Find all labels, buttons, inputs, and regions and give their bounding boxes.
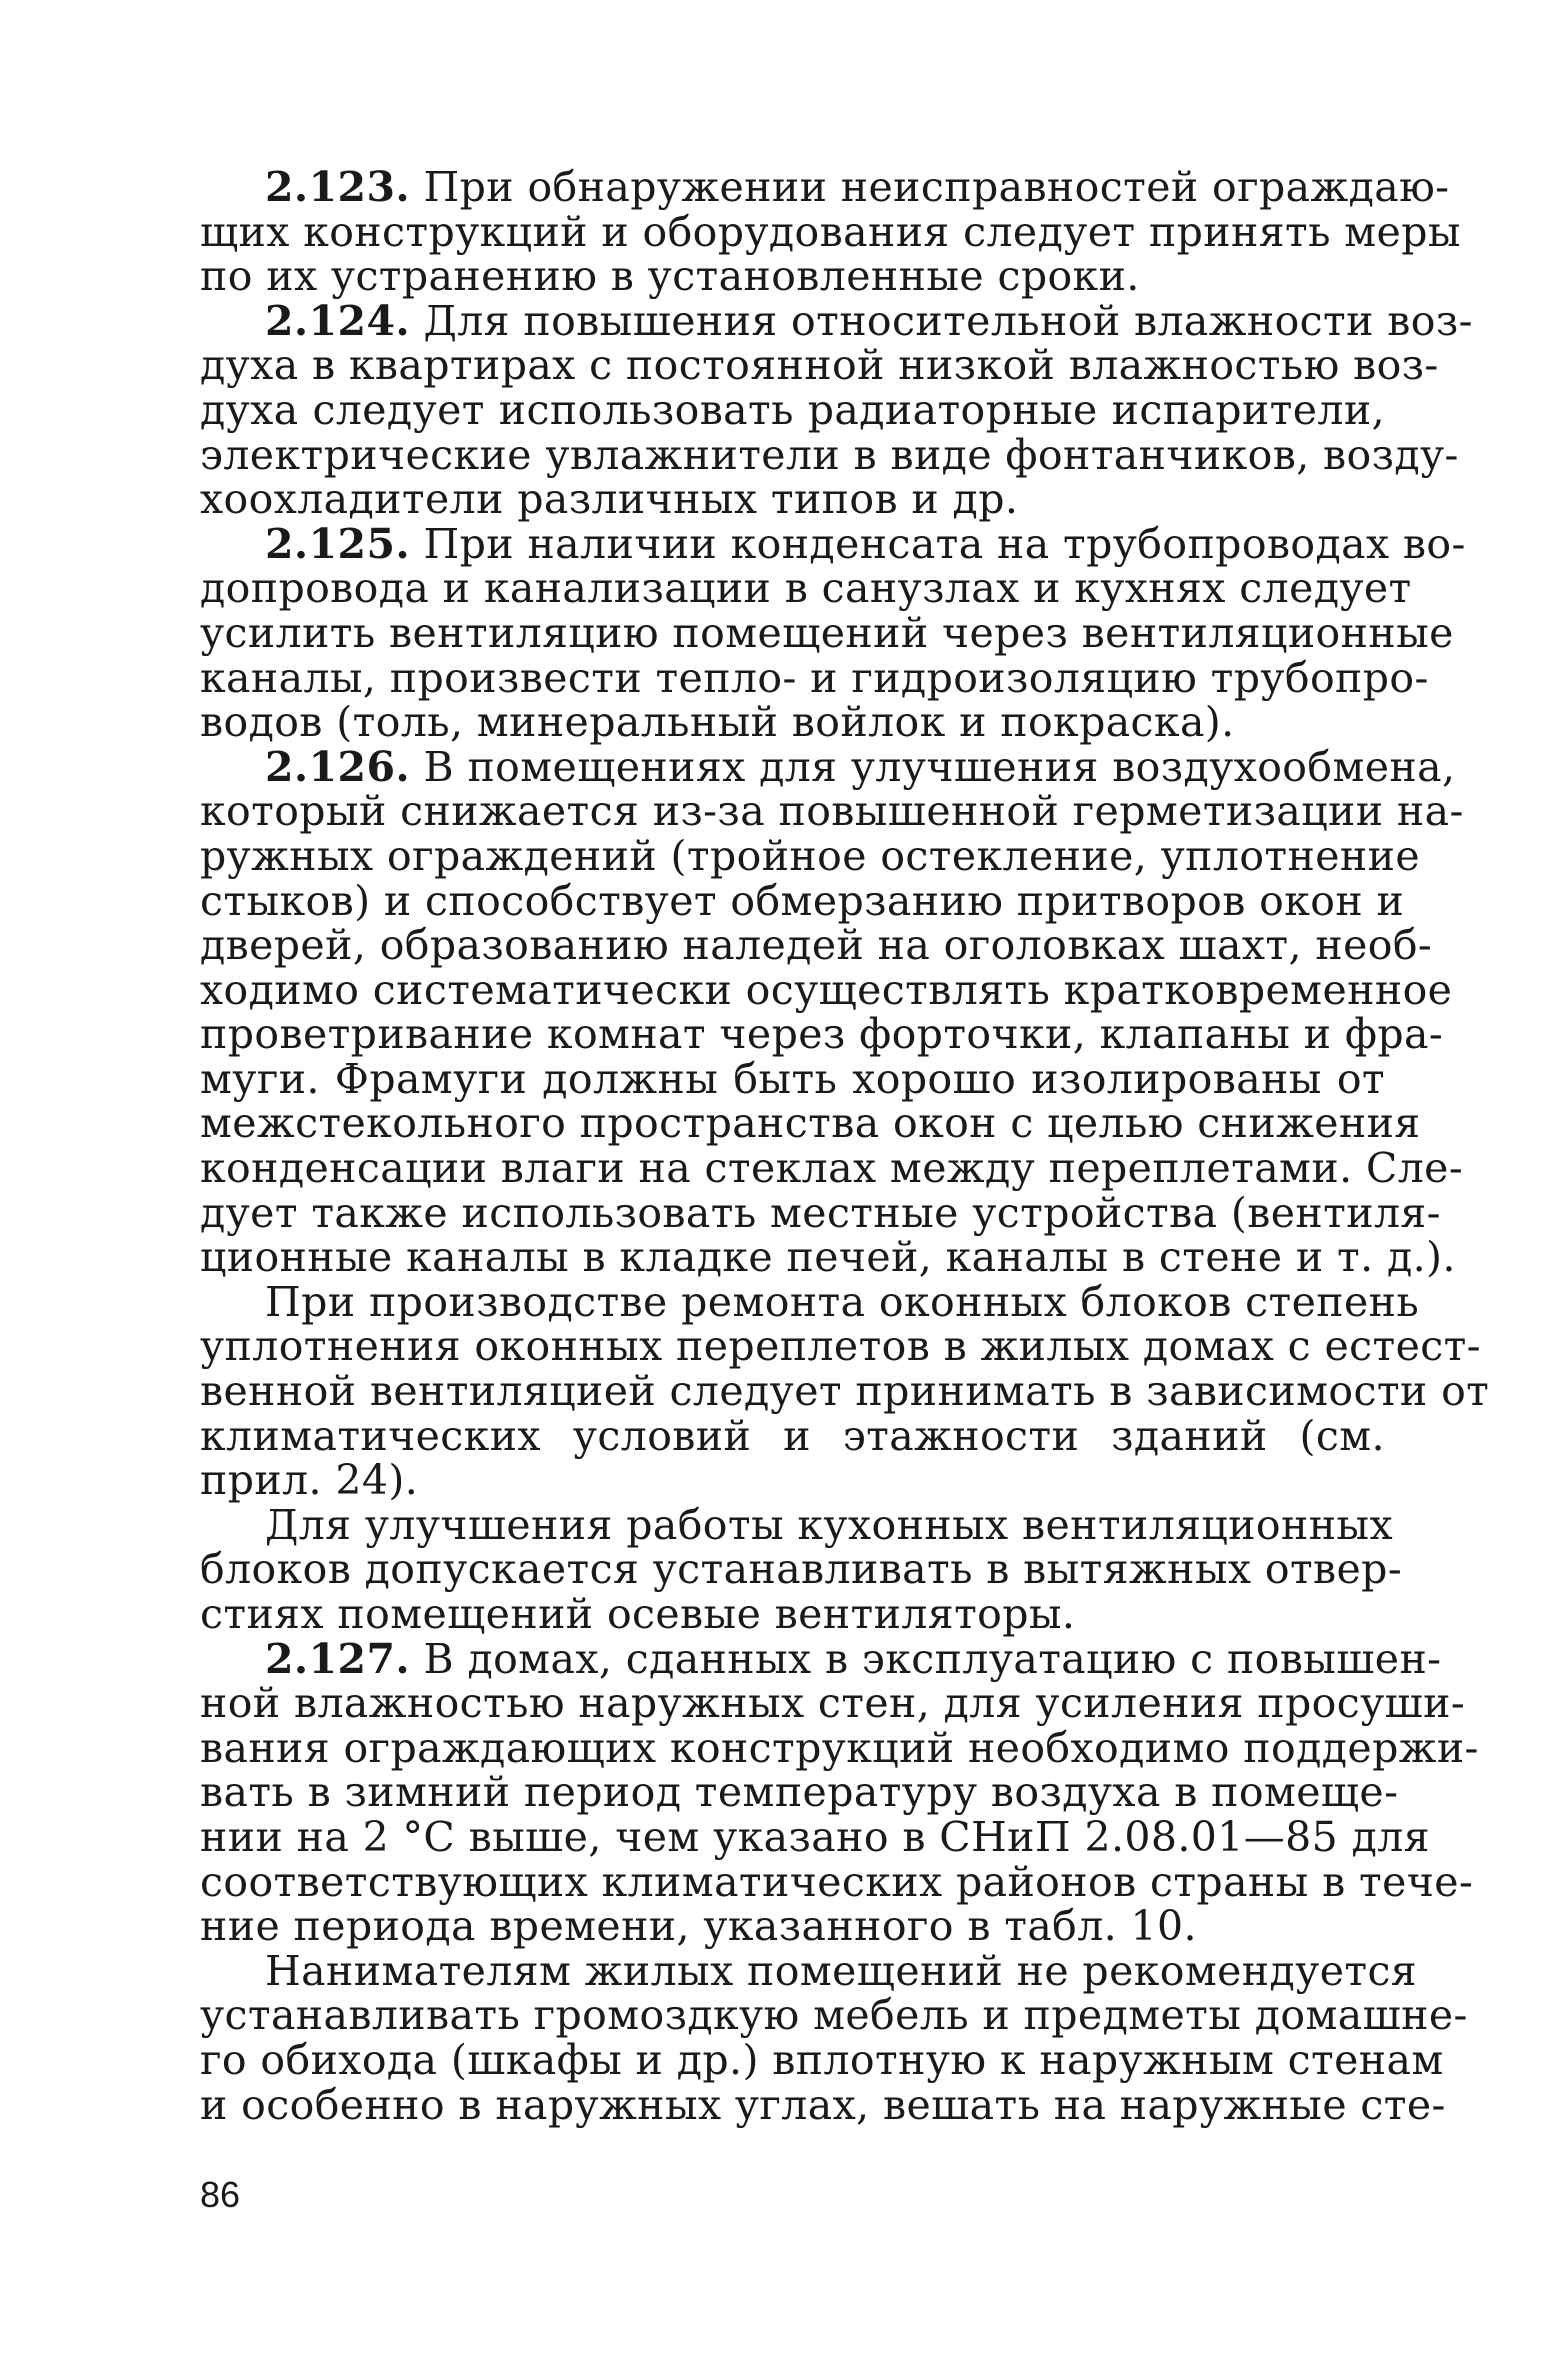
paragraph-line: го обихода (шкафы и др.) вплотную к наружным стенам bbox=[200, 2035, 1444, 2084]
line-text: В помещениях для улучшения воздухообмена, bbox=[410, 742, 1456, 791]
paragraph-line: щих конструкций и оборудования следует принять меры bbox=[200, 207, 1461, 256]
line-text: При наличии конденсата на трубопроводах во- bbox=[410, 519, 1466, 568]
paragraph-line: ние периода времени, указанного в табл. 10. bbox=[200, 1902, 1197, 1951]
paragraph-line: Для улучшения работы кухонных вентиляционных bbox=[265, 1500, 1393, 1549]
paragraph-line: который снижается из-за повышенной герметизации на- bbox=[200, 787, 1464, 836]
line-text: Для повышения относительной влажности воз- bbox=[410, 296, 1473, 345]
clause-number: 2.126. bbox=[265, 742, 411, 791]
paragraph-line: духа следует использовать радиаторные испарители, bbox=[200, 385, 1385, 434]
paragraph-line: хоохладители различных типов и др. bbox=[200, 475, 1019, 524]
paragraph-line: вания ограждающих конструкций необходимо поддержи- bbox=[200, 1723, 1479, 1772]
paragraph-line: проветривание комнат через форточки, клапаны и фра- bbox=[200, 1010, 1444, 1059]
paragraph-line: каналы, произвести тепло- и гидроизоляцию трубопро- bbox=[200, 653, 1429, 702]
paragraph-line: водов (толь, минеральный войлок и покраска). bbox=[200, 698, 1235, 747]
paragraph-line: электрические увлажнители в виде фонтанчиков, возду- bbox=[200, 430, 1459, 479]
line-text: При обнаружении неисправностей ограждаю- bbox=[410, 163, 1450, 211]
paragraph-line: климатических условий и этажности зданий (см. bbox=[200, 1411, 1385, 1460]
clause-number: 2.124. bbox=[265, 296, 411, 345]
paragraph-line bbox=[200, 742, 1456, 791]
paragraph-line: При производстве ремонта оконных блоков степень bbox=[265, 1277, 1420, 1326]
paragraph-line bbox=[200, 519, 1466, 568]
clause-number: 2.125. bbox=[265, 519, 411, 568]
page-body bbox=[200, 163, 1490, 2129]
paragraph-line: дует также использовать местные устройства (вентиля- bbox=[200, 1188, 1441, 1237]
paragraph-line: прил. 24). bbox=[200, 1456, 419, 1505]
paragraph-line: духа в квартирах с постоянной низкой влажностью воз- bbox=[200, 341, 1439, 390]
paragraph-line: уплотнения оконных переплетов в жилых домах с естест- bbox=[200, 1322, 1481, 1371]
paragraph-line bbox=[200, 296, 1473, 345]
paragraph-line: ружных ограждений (тройное остекление, уплотнение bbox=[200, 831, 1421, 880]
paragraph-line: допровода и канализации в санузлах и кухнях следует bbox=[200, 564, 1412, 613]
clause-number: 2.127. bbox=[265, 1634, 411, 1683]
paragraph-line: стыков) и способствует обмерзанию притворов окон и bbox=[200, 876, 1405, 925]
paragraph-line: межстекольного пространства окон с целью снижения bbox=[200, 1099, 1421, 1148]
paragraph-line: дверей, образованию наледей на оголовках шахт, необ- bbox=[200, 921, 1433, 970]
paragraph-line: ходимо систематически осуществлять кратковременное bbox=[200, 965, 1453, 1014]
paragraph-line: Нанимателям жилых помещений не рекомендуется bbox=[265, 1946, 1418, 1995]
paragraph-line: по их устранению в установленные сроки. bbox=[200, 252, 1140, 301]
page-number: 86 bbox=[200, 2174, 241, 2215]
paragraph-line: ной влажностью наружных стен, для усиления просуши- bbox=[200, 1679, 1466, 1728]
paragraph-line bbox=[200, 1634, 1442, 1683]
paragraph-line: конденсации влаги на стеклах между переплетами. Сле- bbox=[200, 1144, 1464, 1193]
paragraph-line: нии на 2 °С выше, чем указано в СНиП 2.08.01—85 для bbox=[200, 1812, 1430, 1861]
paragraph-line: соответствующих климатических районов страны в тече- bbox=[200, 1857, 1474, 1906]
paragraph-line: блоков допускается устанавливать в вытяжных отвер- bbox=[200, 1545, 1403, 1594]
paragraph-line: усилить вентиляцию помещений через вентиляционные bbox=[200, 608, 1454, 657]
paragraph-line: венной вентиляцией следует принимать в зависимости от bbox=[200, 1367, 1490, 1416]
paragraph-line bbox=[200, 163, 1450, 211]
line-text: В домах, сданных в эксплуатацию с повышен- bbox=[410, 1634, 1442, 1683]
paragraph-line: устанавливать громоздкую мебель и предметы домашне- bbox=[200, 1991, 1468, 2040]
paragraph-line: ционные каналы в кладке печей, каналы в стене и т. д.). bbox=[200, 1233, 1456, 1282]
paragraph-line: стиях помещений осевые вентиляторы. bbox=[200, 1590, 1076, 1638]
paragraph-line: вать в зимний период температуру воздуха в помеще- bbox=[200, 1768, 1399, 1817]
clause-number: 2.123. bbox=[265, 163, 411, 211]
paragraph-line: муги. Фрамуги должны быть хорошо изолированы от bbox=[200, 1054, 1385, 1103]
paragraph-line: и особенно в наружных углах, вешать на наружные сте- bbox=[200, 2080, 1446, 2129]
